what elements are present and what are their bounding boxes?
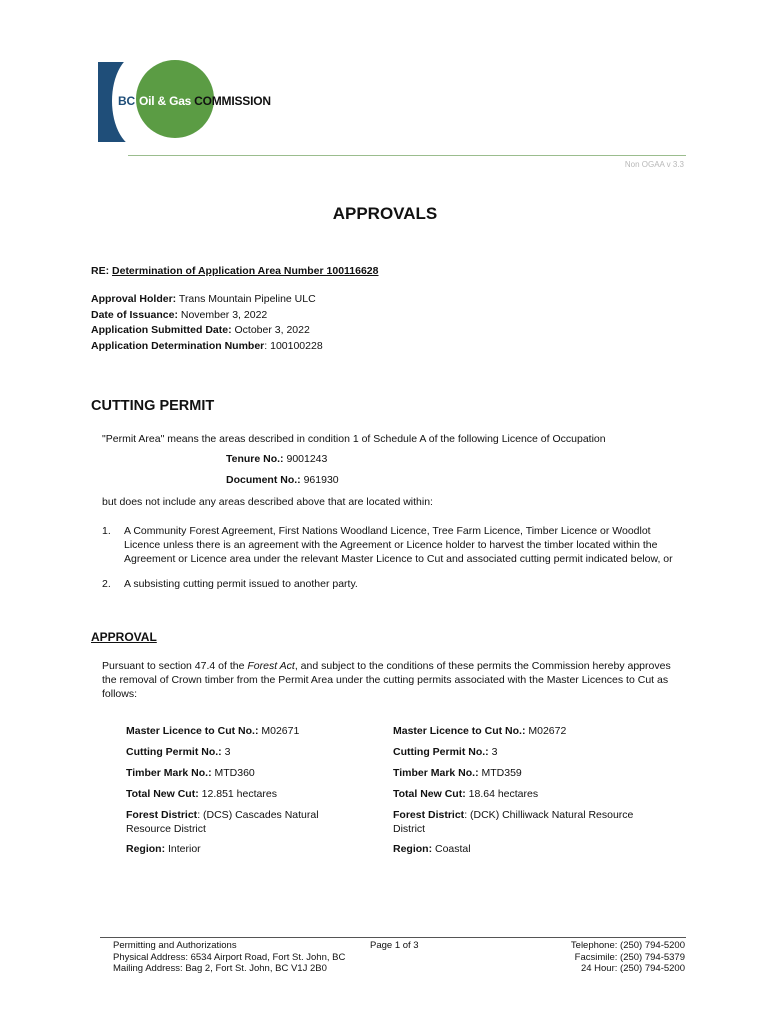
logo-oil-gas: Oil & Gas [138, 94, 192, 108]
field-value: MTD359 [478, 767, 522, 779]
re-line [91, 265, 379, 277]
meta-label: Application Submitted Date: [91, 324, 232, 336]
field-label: Region: [126, 843, 166, 855]
field-label: Cutting Permit No.: [393, 746, 489, 758]
master-licence [126, 724, 356, 738]
list-item [102, 577, 682, 591]
region [393, 842, 623, 856]
timber-mark [126, 766, 356, 780]
meta-value: : 100100228 [264, 339, 323, 352]
field-label: Forest District [126, 809, 198, 821]
list-number: 1. [102, 525, 111, 537]
meta-value: November 3, 2022 [177, 308, 268, 321]
exclusion-text: but does not include any areas described above that are located within: [102, 496, 433, 508]
field-label: Forest District [393, 809, 465, 821]
meta-label: Application Determination Number [91, 339, 265, 352]
forest-act-reference: Forest Act [247, 660, 295, 672]
list-number: 2. [102, 578, 111, 590]
field-value: Coastal [432, 843, 471, 855]
list-text: A subsisting cutting permit issued to another party. [124, 578, 358, 590]
footer-address [113, 940, 345, 975]
footer-line: Mailing Address: Bag 2, Fort St. John, BC V1J 2B0 [113, 963, 327, 974]
document-value: 961930 [300, 474, 339, 486]
total-new-cut [393, 787, 623, 801]
meta-value: October 3, 2022 [231, 324, 310, 336]
approval-paragraph [102, 659, 682, 701]
logo-commission: COMMISSION [194, 94, 271, 108]
footer-line: Permitting and Authorizations [113, 940, 237, 951]
list-item [102, 524, 684, 566]
footer-line: Facsimile: (250) 794-5379 [574, 951, 685, 963]
field-value: 3 [488, 746, 498, 758]
meta-submitted-date [91, 323, 323, 339]
forest-district [393, 808, 663, 836]
field-value: M02671 [258, 725, 300, 737]
footer-rule [100, 937, 686, 938]
logo-wordmark [118, 94, 271, 108]
approval-heading: APPROVAL [91, 630, 157, 644]
field-label: Master Licence to Cut No.: [393, 725, 526, 737]
field-label: Region: [393, 843, 433, 855]
footer-line: Physical Address: 6534 Airport Road, Fort St. John, BC [113, 951, 346, 963]
re-label: RE: [91, 265, 110, 277]
field-value: 18.64 hectares [465, 788, 539, 800]
field-value: M02672 [525, 725, 567, 737]
cutting-permit-no [126, 745, 356, 759]
page-title: APPROVALS [332, 204, 438, 223]
footer-line: 24 Hour: (250) 794-5200 [580, 963, 685, 974]
re-text: Determination of Application Area Number 100116628 [112, 265, 379, 277]
version-label: Non OGAA v 3.3 [624, 160, 684, 169]
document-number [226, 474, 339, 486]
master-licence [393, 724, 663, 738]
footer-contact [571, 940, 685, 975]
field-value: 3 [221, 746, 231, 758]
tenure-number [226, 453, 327, 465]
field-value: 12.851 hectares [198, 788, 277, 800]
field-value: Interior [165, 843, 201, 855]
field-label: Timber Mark No.: [126, 767, 212, 779]
field-value: MTD360 [211, 767, 255, 779]
region [126, 842, 356, 856]
logo-bc: BC [118, 94, 135, 108]
field-label: Timber Mark No.: [393, 767, 479, 779]
meta-label: Approval Holder: [91, 293, 177, 305]
timber-mark [393, 766, 623, 780]
tenure-value: 9001243 [283, 453, 328, 465]
cutting-permit-no [393, 745, 623, 759]
meta-determination-number [91, 339, 323, 355]
field-label: Total New Cut: [126, 788, 199, 800]
tenure-label: Tenure No.: [226, 453, 284, 465]
meta-value: Trans Mountain Pipeline ULC [176, 293, 316, 305]
meta-label: Date of Issuance: [91, 308, 178, 321]
field-value: : (DCK) Chilliwack Natural Resource District [393, 809, 634, 835]
field-label: Total New Cut: [393, 788, 466, 800]
approval-text-start: Pursuant to section 47.4 of the [102, 660, 248, 672]
page-number: Page 1 of 3 [370, 940, 419, 951]
forest-district [126, 808, 356, 836]
cutting-permit-heading: CUTTING PERMIT [91, 398, 215, 414]
header-rule [128, 155, 686, 156]
approval-meta [91, 292, 323, 354]
field-label: Cutting Permit No.: [126, 746, 222, 758]
field-value: : (DCS) Cascades Natural Resource District [126, 809, 319, 835]
list-text: A Community Forest Agreement, First Nations Woodland Licence, Tree Farm Licence, Timber Licence or Woodlot Licence unless there is an agreement with the Agreement or Licence holder to harvest the timber located within the Agreement or Licence area under the relevant Master Licence to Cut and associated cutting permit indicated below, or [124, 525, 673, 565]
meta-holder [91, 292, 323, 308]
approval-text-end: , and subject to the conditions of these permits the Commission hereby approves the removal of Crown timber from the Permit Area under the cutting permits associated with the Master Licences to Cut as follows: [102, 660, 671, 700]
total-new-cut [126, 787, 356, 801]
field-label: Master Licence to Cut No.: [126, 725, 259, 737]
meta-date-issuance [91, 308, 323, 324]
footer-line: Telephone: (250) 794-5200 [570, 940, 685, 951]
exclusion-list [102, 524, 682, 591]
permit-area-intro: "Permit Area" means the areas described in condition 1 of Schedule A of the following Licence of Occupation [102, 433, 606, 445]
document-label: Document No.: [226, 474, 301, 486]
